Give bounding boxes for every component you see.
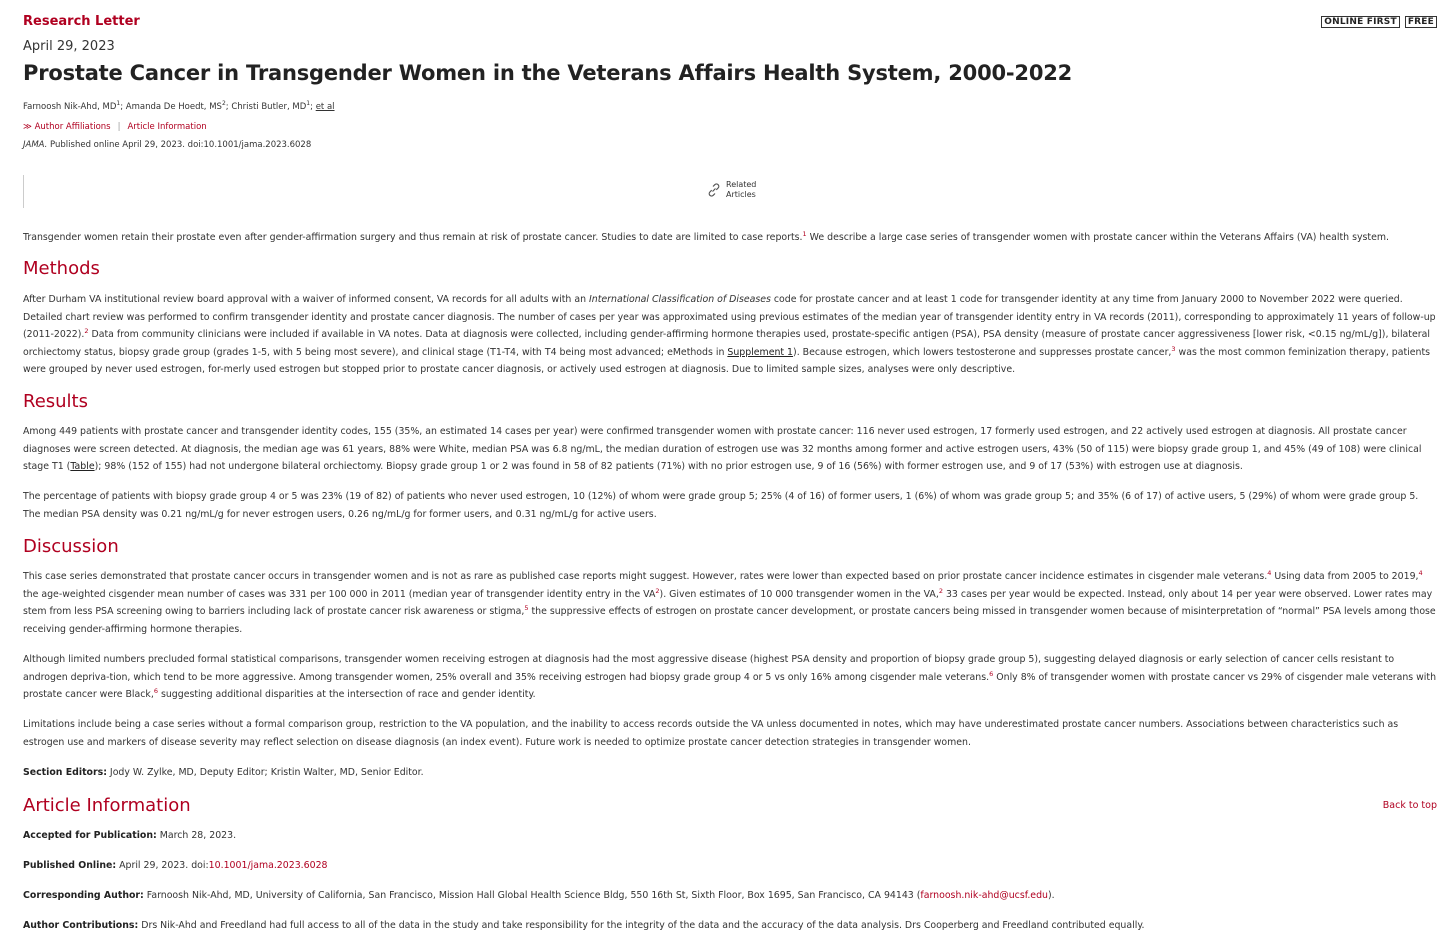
supplement-link[interactable]: Supplement 1 — [727, 346, 794, 358]
author-name[interactable]: Amanda De Hoedt, MS — [125, 101, 222, 112]
reference-link[interactable]: 2 — [655, 586, 660, 595]
table-link[interactable]: Table — [70, 461, 95, 472]
results-heading: Results — [23, 391, 88, 412]
discussion-paragraph: Although limited numbers precluded formal statistical comparisons, transgender women receiving estrogen at diagnosis had the most aggressive disease (highest PSA density and proportion of biopsy grade group 5), suggesting delayed diagnosis or early selection of cancer cells resistant to androgen depriva-tion, which tend to be more aggressive. Among transgender women, 25% overall and 35% receiving estrogen had biopsy grade group 4 or 5 vs only 16% among cisgender male veterans.$^6$ Only 8% of transgender women with prostate cancer vs 29% of cisgender male veterans with prostate cancer were Black,$^6$ suggesting additional disparities at the intersection of race and gender identity. — [23, 654, 1437, 700]
section-editors: Section Editors: Jody W. Zylke, MD, Deputy Editor; Kristin Walter, MD, Senior Editor. — [23, 767, 424, 778]
author-affiliations-link[interactable]: Author Affiliations — [34, 122, 111, 132]
author-affiliation-ref: 1 — [306, 100, 311, 107]
results-paragraph: Among 449 patients with prostate cancer and transgender identity codes, 155 (35%, an estimated 14 cases per year) were confirmed transgender women with prostate cancer: 116 never used estrogen, 17 formerly used estrogen, and 22 actively used estrogen at diagnosis. All prostate cancer diagnoses were screen detected. At diagnosis, the median age was 61 years, 88% were White, median PSA was 6.8 ng/mL, the median duration of estrogen use was 32 months among former and active estrogen users, 43% (50 of 115) were biopsy grade group 1, and 45% (49 of 108) were clinical stage T1 (Table); 98% (152 of 155) had not undergone bilateral orchiectomy. Biopsy grade group 1 or 2 was found in 58 of 82 patients (71%) with no prior estrogen use, 9 of 16 (56%) with former estrogen use, and 9 of 17 (53%) with estrogen use at diagnosis. — [23, 426, 1422, 472]
reference-link[interactable]: 6 — [153, 686, 158, 695]
article-information-heading: Article Information — [23, 795, 191, 816]
email-link[interactable]: farnoosh.nik-ahd@ucsf.edu — [920, 890, 1048, 901]
discussion-paragraph: This case series demonstrated that prostate cancer occurs in transgender women and is not as rare as published case reports might suggest. However, rates were lower than expected based on prior prostate cancer incidence estimates in cisgender male veterans.$^4$ Using data from 2005 to 2019,$^4$ the age-weighted cisgender mean number of cases was 331 per 100 000 in 2011 (median year of transgender identity entry in the $VA^2$). Given estimates of 10 000 transgender women in the VA,$^2$ 33 cases per year would be expected. Instead, only about 14 per year were observed. Lower rates may stem from less PSA screening owing to barriers including lack of prostate cancer risk awareness or stigma,$^5$ the suppressive effects of estrogen on prostate cancer development, or prostate cancers being missed in transgender women because of misinterpretation of “normal” PSA levels among those receiving gender-affirming hormone therapies. — [23, 568, 1436, 635]
link-divider: | — [117, 122, 121, 132]
methods-paragraph: After Durham VA institutional review board approval with a waiver of informed consent, VA records for all adults with an International Classification of Diseases code for prostate cancer and at least 1 code for transgender identity at any time from January 2000 to November 2022 were queried. Detailed chart review was performed to confirm transgender identity and prostate cancer diagnosis. The number of cases per year was approximated using previous estimates of the median year of transgender identity entry in VA records (2011), corresponding to approximately 11 years of follow-up (2011-2022).$^2$ Data from community clinicians were included if available in VA notes. Data at diagnosis were collected, including gender-affirming hormone therapies used, prostate-specific antigen (PSA), PSA density (measure of prostate cancer aggressiveness [lower risk, <0.15 ng/mL/g]), bilateral orchiectomy status, biopsy grade group (grades 1-5, with 5 being most severe), and clinical stage (T1-T4, with T4 being most advanced; eMethods in Supplement 1). Because estrogen, which lowers testosterone and suppresses prostate cancer,$^3$ was the most common feminization therapy, patients were grouped by never used estrogen, for-merly used estrogen but stopped prior to prostate cancer diagnosis, or actively used estrogen at diagnosis. Due to limited sample sizes, analyses were only descriptive. — [23, 294, 1436, 375]
reference-link[interactable]: 2 — [84, 326, 89, 335]
online-first-badge: ONLINE FIRST — [1321, 16, 1400, 28]
related-articles-button[interactable] — [706, 180, 756, 200]
article-type-label: Research Letter — [23, 14, 140, 29]
reference-link[interactable]: 5 — [524, 603, 529, 612]
published-online: Published Online: April 29, 2023. doi:10.1001/jama.2023.6028 — [23, 860, 328, 871]
badge-group — [1321, 16, 1437, 28]
related-label-line1: Related — [726, 180, 757, 189]
author-contributions: Author Contributions: Drs Nik-Ahd and Freedland had full access to all of the data in the study and take responsibility for the integrity of the data and the accuracy of the data analysis. Drs Cooperberg and Freedland contributed equally. — [23, 920, 1145, 931]
discussion-paragraph: Limitations include being a case series without a formal comparison group, restriction to the VA population, and the inability to access records outside the VA unless documented in notes, which may have underestimated prostate cancer numbers. Associations between characteristics such as estrogen use and markers of disease severity may reflect selection on disease diagnosis (an index event). Future work is needed to optimize prostate cancer detection strategies in transgender women. — [23, 719, 1399, 748]
reference-link[interactable]: 6 — [989, 669, 994, 678]
vertical-divider — [23, 175, 24, 208]
author-affiliation-ref: 2 — [221, 100, 226, 107]
discussion-heading: Discussion — [23, 536, 119, 557]
publication-date: April 29, 2023 — [23, 39, 115, 54]
reference-link[interactable]: 4 — [1267, 568, 1272, 577]
author-affiliation-ref: 1 — [116, 100, 121, 107]
corresponding-author: Corresponding Author: Farnoosh Nik-Ahd, MD, University of California, San Francisco, Mission Hall Global Health Science Bldg, 550 16th St, Sixth Floor, Box 1695, San Francisco, CA 94143 (farnoosh.nik-ahd@ucsf.edu). — [23, 890, 1055, 901]
author-list: Farnoosh Nik-Ahd, $MD^1$; Amanda De Hoedt, $MS^2$; Christi Butler, $MD^1$; et al — [23, 100, 335, 112]
reference-link[interactable]: 3 — [1171, 344, 1176, 353]
reference-link[interactable]: 4 — [1418, 568, 1423, 577]
reference-link[interactable]: 1 — [802, 229, 807, 238]
free-badge: FREE — [1405, 16, 1437, 28]
author-name[interactable]: Farnoosh Nik-Ahd, MD — [23, 101, 117, 112]
intro-paragraph: Transgender women retain their prostate even after gender-affirmation surgery and thus remain at risk of prostate cancer. Studies to date are limited to case reports.$^1$ We describe a large case series of transgender women with prostate cancer within the Veterans Affairs (VA) health system. — [23, 229, 1389, 243]
author-name[interactable]: Christi Butler, MD — [231, 101, 307, 112]
results-paragraph: The percentage of patients with biopsy grade group 4 or 5 was 23% (19 of 82) of patients who never used estrogen, 10 (12%) of whom were grade group 5; 25% (4 of 16) of former users, 1 (6%) of whom was grade group 5; and 35% (6 of 17) of active users, 5 (29%) of whom were grade group 5. The median PSA density was 0.21 ng/mL/g for never estrogen users, 0.26 ng/mL/g for former users, and 0.31 ng/mL/g for active users. — [23, 491, 1419, 520]
related-label-line2: Articles — [726, 190, 756, 199]
doi-link[interactable]: 10.1001/jama.2023.6028 — [208, 860, 328, 871]
methods-heading: Methods — [23, 258, 100, 279]
article-information-link[interactable]: Article Information — [127, 122, 207, 132]
et-al-link[interactable]: et al — [315, 101, 335, 112]
article-links — [23, 122, 207, 132]
chevron-right-icon: ≫ — [23, 122, 32, 132]
citation-text: Published online April 29, 2023. doi:10.1001/jama.2023.6028 — [47, 140, 312, 150]
back-to-top-link[interactable]: Back to top — [1382, 800, 1437, 811]
article-title: Prostate Cancer in Transgender Women in the Veterans Affairs Health System, 2000-2022 — [23, 61, 1073, 85]
citation-line — [23, 140, 311, 150]
link-icon — [706, 182, 722, 198]
accepted-date: Accepted for Publication: March 28, 2023. — [23, 830, 237, 841]
reference-link[interactable]: 2 — [938, 586, 943, 595]
journal-name: JAMA. — [23, 140, 48, 150]
